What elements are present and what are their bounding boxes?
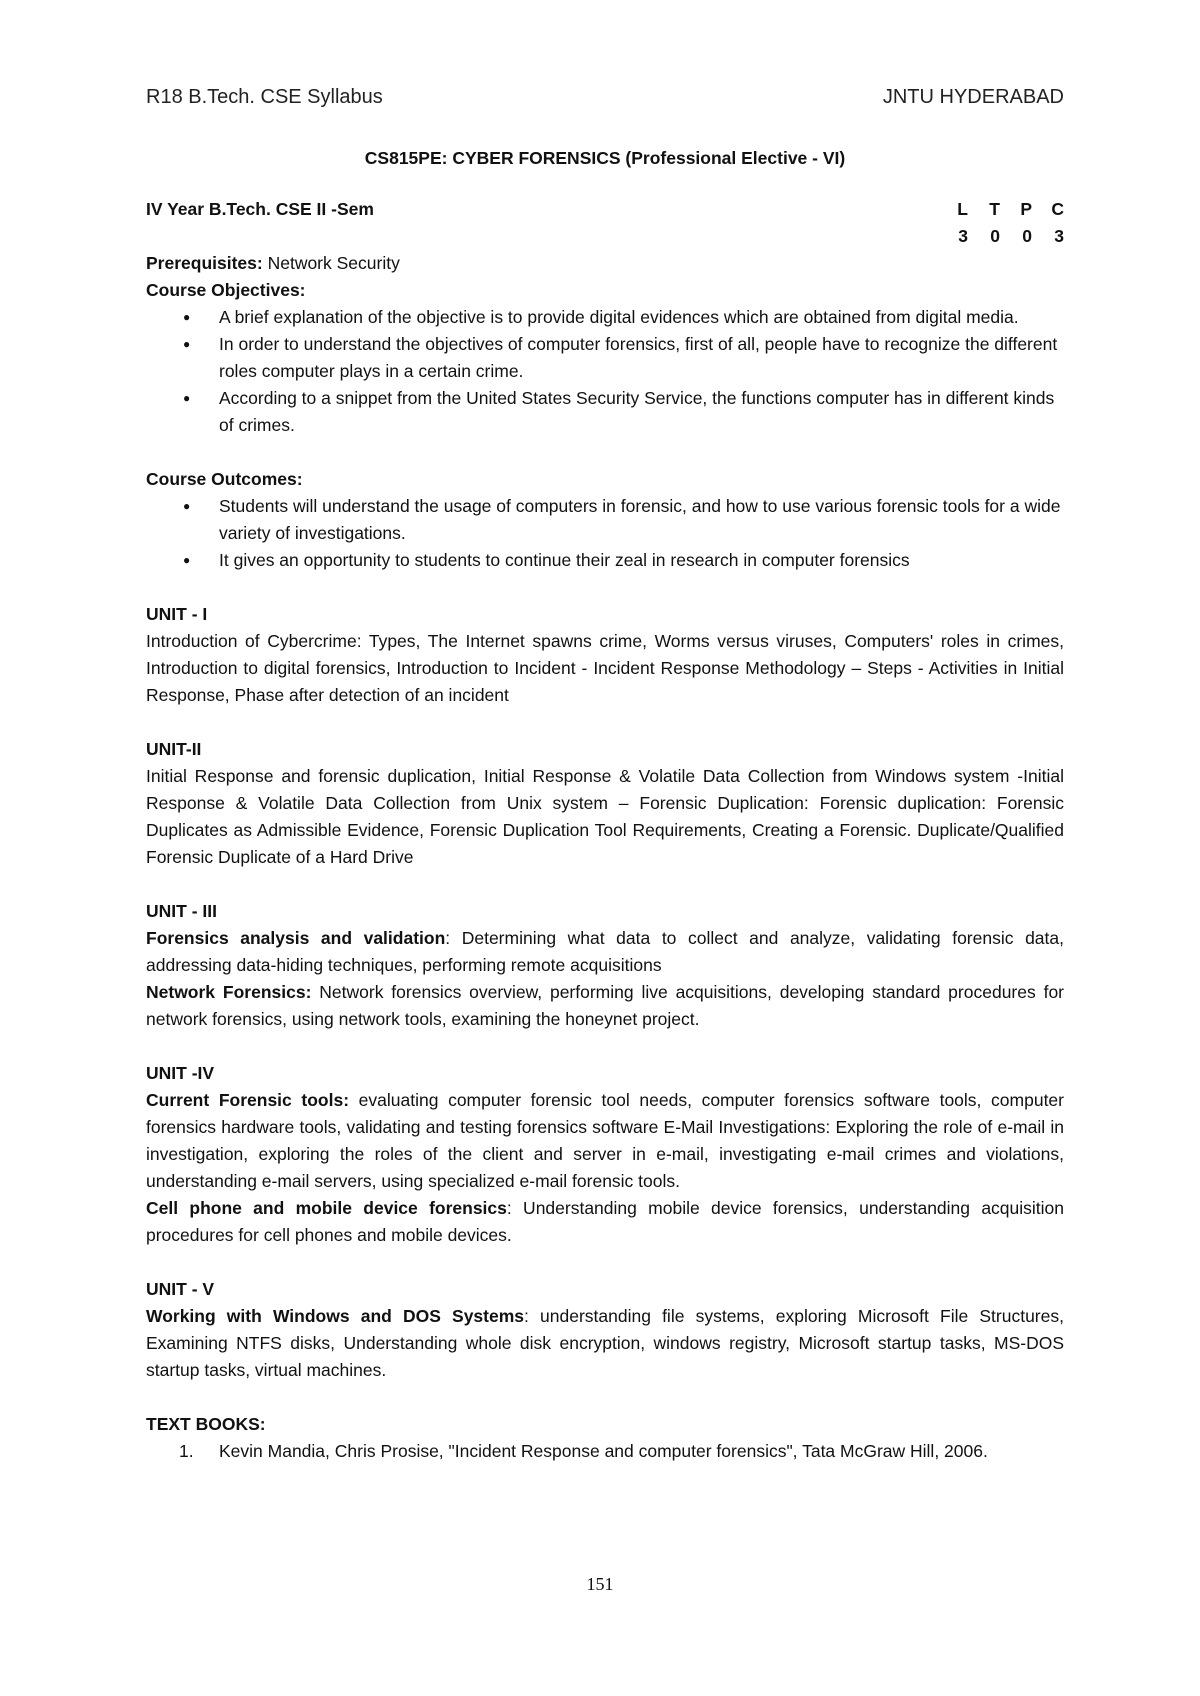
list-item — [179, 1438, 1064, 1465]
course-title: CS815PE: CYBER FORENSICS (Professional Elective - VI) — [364, 148, 846, 168]
prerequisites — [146, 250, 1064, 277]
ltpc-value-p: 0 — [1022, 226, 1032, 246]
ltpc-labels-row — [936, 196, 1064, 223]
prerequisites-text: Network Security — [262, 253, 400, 273]
list-item: ● According to a snippet from the United States Security Service, the functions computer has in different kinds of crimes. — [219, 385, 1064, 439]
ltpc-value-l: 3 — [958, 226, 968, 246]
year-row — [146, 196, 1064, 250]
unit2-text: Initial Response and forensic duplication, Initial Response & Volatile Data Collection from Windows system -Initial Response & Volatile Data Collection from Unix system – Forensic Duplication: Forensic duplication: Forensic Duplicates as Admissible Evidence, Forensic Duplication Tool Requirements, Creating a Forensic. Duplicate/Qualified Forensic Duplicate of a Hard Drive — [146, 766, 1064, 867]
unit3-paragraph-2 — [146, 979, 1064, 1033]
unit4-paragraph-1 — [146, 1087, 1064, 1195]
list-item: ● It gives an opportunity to students to continue their zeal in research in computer forensics — [219, 547, 1064, 574]
unit5-heading: UNIT - V — [146, 1279, 215, 1299]
outcomes-list — [146, 493, 1064, 574]
ltpc-label-t: T — [989, 199, 1000, 219]
unit3-paragraph-1 — [146, 925, 1064, 979]
header-right-text: JNTU HYDERABAD — [882, 86, 1064, 108]
header-left-text: R18 B.Tech. CSE Syllabus — [146, 86, 383, 108]
unit1-heading: UNIT - I — [146, 604, 208, 624]
textbook-number: 1. — [179, 1441, 194, 1461]
unit1-text: Introduction of Cybercrime: Types, The Internet spawns crime, Worms versus viruses, Computers' roles in crimes, Introduction to digital forensics, Introduction to Incident - Incident Response Methodology – Steps - Activities in Initial Response, Phase after detection of an incident — [146, 631, 1064, 705]
page-content — [146, 145, 1064, 1465]
unit5-p1-bold: Working with Windows and DOS Systems — [146, 1306, 525, 1326]
unit3-heading: UNIT - III — [146, 901, 217, 921]
unit4-paragraph-2 — [146, 1195, 1064, 1249]
page-header — [146, 84, 1064, 114]
prerequisites-label: Prerequisites: — [146, 253, 263, 273]
unit2-heading: UNIT-II — [146, 739, 202, 759]
textbook-text: Kevin Mandia, Chris Prosise, "Incident Response and computer forensics", Tata McGraw Hill, 2006. — [219, 1441, 988, 1461]
textbooks-heading: TEXT BOOKS: — [146, 1414, 266, 1434]
textbooks-list — [146, 1438, 1064, 1465]
objectives-heading: Course Objectives: — [146, 280, 306, 300]
ltpc-value-c: 3 — [1054, 226, 1064, 246]
outcomes-heading: Course Outcomes: — [146, 469, 303, 489]
unit4-heading: UNIT -IV — [146, 1063, 215, 1083]
list-item: ● A brief explanation of the objective is to provide digital evidences which are obtained from digital media. — [219, 304, 1064, 331]
unit3-p1-bold: Forensics analysis and validation — [146, 928, 446, 948]
unit5-paragraph-1 — [146, 1303, 1064, 1384]
ltpc-label-l: L — [957, 199, 968, 219]
unit5-p1-text: : understanding file systems, exploring Microsoft File Structures, Examining NTFS disks, Understanding whole disk encryption, windows registry, Microsoft startup tasks, MS-DOS startup tasks, virtual machines. — [146, 1306, 1064, 1380]
unit4-p2-text: : Understanding mobile device forensics, understanding acquisition procedures for cell phones and mobile devices. — [146, 1198, 1065, 1245]
page-number: 151 — [586, 1574, 614, 1594]
unit3-p2-bold: Network Forensics: — [146, 982, 312, 1002]
ltpc-label-p: P — [1020, 199, 1032, 219]
ltpc-values-row — [936, 223, 1064, 250]
unit4-p2-bold: Cell phone and mobile device forensics — [146, 1198, 507, 1218]
unit4-p1-bold: Current Forensic tools: — [146, 1090, 350, 1110]
year-label: IV Year B.Tech. CSE II -Sem — [146, 199, 374, 219]
unit3-p2-text: Network forensics overview, performing live acquisitions, developing standard procedures for network forensics, using network tools, examining the honeynet project. — [146, 982, 1065, 1029]
ltpc-value-t: 0 — [990, 226, 1000, 246]
unit4-p1-text: evaluating computer forensic tool needs, computer forensics software tools, computer forensics hardware tools, validating and testing forensics software E-Mail Investigations: Exploring the role of e-mail in investigation, exploring the roles of the client and server in e-mail, investigating e-mail crimes and violations, understanding e-mail servers, using specialized e-mail forensic tools. — [146, 1090, 1064, 1191]
list-item: ● In order to understand the objectives of computer forensics, first of all, people have to recognize the different roles computer plays in a certain crime. — [219, 331, 1064, 385]
ltpc-label-c: C — [1051, 199, 1064, 219]
objectives-list — [146, 304, 1064, 439]
unit3-p1-text: : Determining what data to collect and analyze, validating forensic data, addressing data-hiding techniques, performing remote acquisitions — [146, 928, 1064, 975]
list-item: ● Students will understand the usage of computers in forensic, and how to use various forensic tools for a wide variety of investigations. — [219, 493, 1064, 547]
ltpc-table — [936, 196, 1064, 250]
